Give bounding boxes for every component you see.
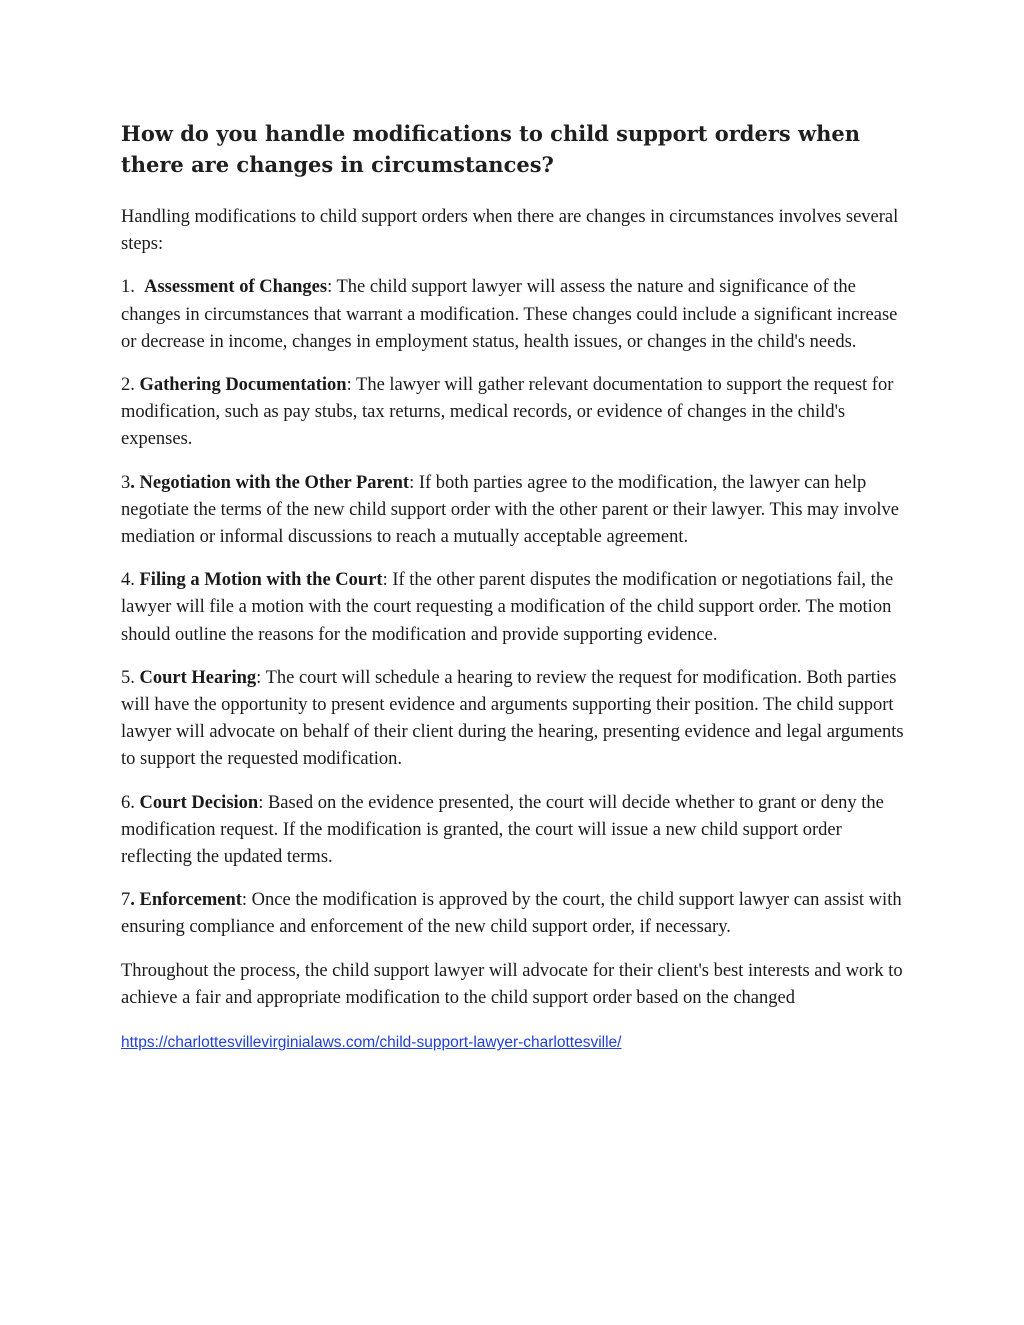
source-link[interactable]: https://charlottesvillevirginialaws.com/child-support-lawyer-charlottesville/ <box>121 1034 622 1052</box>
step-3 <box>121 470 911 552</box>
step-heading: . Negotiation with the Other Parent <box>130 472 410 493</box>
conclusion-paragraph: Throughout the process, the child support lawyer will advocate for their client's best interests and work to achieve a fair and appropriate modification to the child support order based on the changed <box>121 960 903 1008</box>
step-text: : The lawyer will gather relevant documentation to support the request for modification, such as pay stubs, tax returns, medical records, or evidence of changes in the child's expenses. <box>121 375 894 450</box>
step-number: 6. <box>121 792 140 813</box>
step-number: 7 <box>121 890 131 911</box>
step-6 <box>121 790 911 872</box>
step-text: : The court will schedule a hearing to review the request for modification. Both parties will have the opportunity to present evidence and arguments supporting their position. The child support lawyer will advocate on behalf of their client during the hearing, presenting evidence and legal arguments to support the requested modification. <box>121 667 904 770</box>
document-page <box>121 118 911 1052</box>
step-number: 2. <box>121 375 140 396</box>
step-text: : Once the modification is approved by the court, the child support lawyer can assist with ensuring compliance and enforcement of the new child support order, if necessary. <box>121 890 902 938</box>
step-2 <box>121 372 911 454</box>
step-heading: Assessment of Changes <box>144 277 328 298</box>
step-heading: Gathering Documentation <box>139 375 347 396</box>
step-number: 1. <box>121 277 145 298</box>
document-title: How do you handle modifications to child support orders when there are changes in circumstances? <box>121 121 860 177</box>
step-text: : The child support lawyer will assess the nature and significance of the changes in circumstances that warrant a modification. These changes could include a significant increase or decrease in income, changes in employment status, health issues, or changes in the child's needs. <box>121 277 898 352</box>
step-text: : If the other parent disputes the modification or negotiations fail, the lawyer will file a motion with the court requesting a modification of the child support order. The motion should outline the reasons for the modification and provide supporting evidence. <box>121 570 894 645</box>
step-5 <box>121 665 911 774</box>
step-text: : If both parties agree to the modification, the lawyer can help negotiate the terms of the new child support order with the other parent or their lawyer. This may involve mediation or informal discussions to reach a mutually acceptable agreement. <box>121 472 899 548</box>
intro-paragraph: Handling modifications to child support orders when there are changes in circumstances involves several steps: <box>121 207 899 255</box>
step-heading: . Enforcement <box>130 890 242 911</box>
step-heading: Filing a Motion with the Court <box>139 570 383 591</box>
step-number: 4. <box>121 570 140 591</box>
step-heading: Court Decision <box>139 792 259 813</box>
step-number: 5. <box>121 667 140 688</box>
step-1 <box>121 274 911 356</box>
step-4 <box>121 567 911 649</box>
step-number: 3 <box>121 472 131 493</box>
step-7 <box>121 887 911 941</box>
step-text: : Based on the evidence presented, the court will decide whether to grant or deny the modification request. If the modification is granted, the court will issue a new child support order reflecting the updated terms. <box>121 792 884 868</box>
step-heading: Court Hearing <box>139 667 257 688</box>
